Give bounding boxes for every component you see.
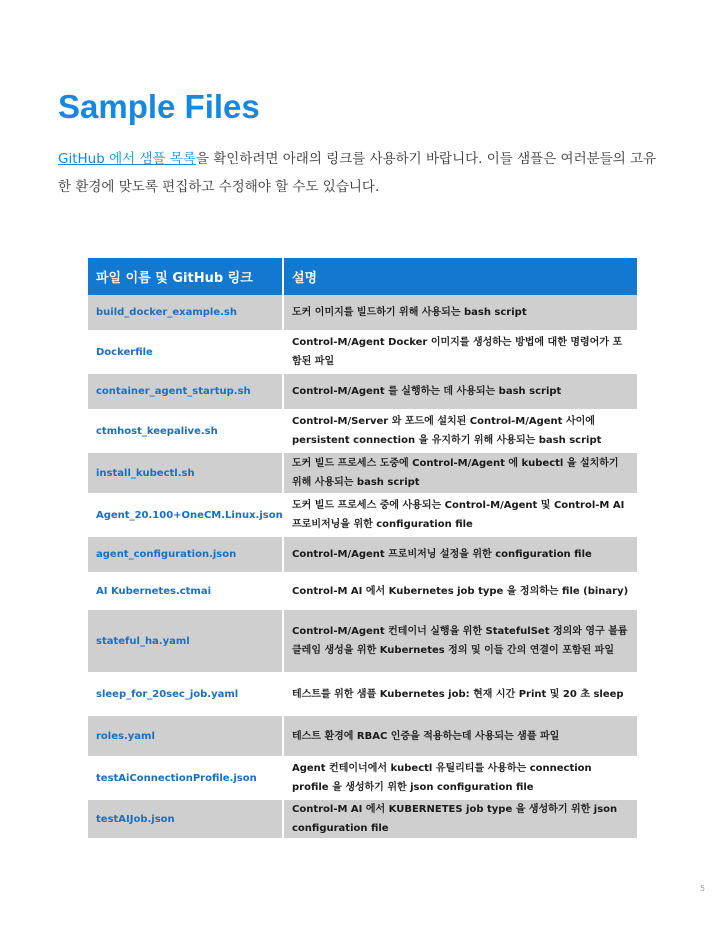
file-link[interactable]: Dockerfile <box>88 332 284 374</box>
file-description: 도커 빌드 프로세스 도중에 Control-M/Agent 에 kubectl 을 설치하기 위해 사용되는 bash script <box>284 453 637 495</box>
file-description: Control-M/Agent Docker 이미지를 생성하는 방법에 대한 명령어가 포함된 파일 <box>284 332 637 374</box>
file-description: Control-M AI 에서 KUBERNETES job type 을 생성하기 위한 json configuration file <box>284 800 637 840</box>
sample-files-table <box>88 258 637 840</box>
file-description: 도커 이미지를 빌드하기 위해 사용되는 bash script <box>284 295 637 332</box>
table-row <box>88 610 637 674</box>
file-link[interactable]: stateful_ha.yaml <box>88 610 284 674</box>
file-link[interactable]: agent_configuration.json <box>88 537 284 574</box>
table-row <box>88 800 637 840</box>
github-samples-link[interactable]: GitHub 에서 샘플 목록 <box>58 151 196 167</box>
file-link[interactable]: AI Kubernetes.ctmai <box>88 574 284 610</box>
table-row <box>88 574 637 610</box>
file-link[interactable]: Agent_20.100+OneCM.Linux.json <box>88 495 284 537</box>
file-description: 도커 빌드 프로세스 중에 사용되는 Control-M/Agent 및 Control-M AI 프로비저닝을 위한 configuration file <box>284 495 637 537</box>
file-link[interactable]: container_agent_startup.sh <box>88 374 284 411</box>
table-row <box>88 411 637 453</box>
table-row <box>88 332 637 374</box>
file-description: Control-M/Server 와 포드에 설치된 Control-M/Agent 사이에 persistent connection 을 유지하기 위해 사용되는 bash script <box>284 411 637 453</box>
table-row <box>88 295 637 332</box>
page-number: 5 <box>700 884 706 893</box>
table-row <box>88 453 637 495</box>
file-description: Control-M/Agent 컨테이너 실행을 위한 StatefulSet 정의와 영구 볼륨 클레임 생성을 위한 Kubernetes 정의 및 이들 간의 연결이 포함된 파일 <box>284 610 637 674</box>
file-link[interactable]: sleep_for_20sec_job.yaml <box>88 674 284 716</box>
table-row <box>88 374 637 411</box>
header-description: 설명 <box>284 258 637 295</box>
file-link[interactable]: roles.yaml <box>88 716 284 758</box>
file-description: Agent 컨테이너에서 kubectl 유틸리티를 사용하는 connection profile 을 생성하기 위한 json configuration file <box>284 758 637 800</box>
file-link[interactable]: build_docker_example.sh <box>88 295 284 332</box>
file-description: Control-M/Agent 프로비저닝 설정을 위한 configuration file <box>284 537 637 574</box>
page-title: Sample Files <box>58 88 260 125</box>
file-description: 테스트 환경에 RBAC 인증을 적용하는데 사용되는 샘플 파일 <box>284 716 637 758</box>
file-description: 테스트를 위한 샘플 Kubernetes job: 현재 시간 Print 및 20 초 sleep <box>284 674 637 716</box>
table-row <box>88 758 637 800</box>
intro-text: 을 확인하려면 아래의 링크를 사용하기 바랍니다. 이들 샘플은 여러분들의 고유한 환경에 맞도록 편집하고 수정해야 할 수도 있습니다. <box>58 151 657 195</box>
table-row <box>88 537 637 574</box>
file-link[interactable]: install_kubectl.sh <box>88 453 284 495</box>
table-row <box>88 716 637 758</box>
file-description: Control-M AI 에서 Kubernetes job type 을 정의하는 file (binary) <box>284 574 637 610</box>
file-link[interactable]: ctmhost_keepalive.sh <box>88 411 284 453</box>
table-header-row <box>88 258 637 295</box>
file-description: Control-M/Agent 를 실행하는 데 사용되는 bash script <box>284 374 637 411</box>
file-link[interactable]: testAIJob.json <box>88 800 284 840</box>
file-link[interactable]: testAiConnectionProfile.json <box>88 758 284 800</box>
header-file-name: 파일 이름 및 GitHub 링크 <box>88 258 284 295</box>
table-row <box>88 495 637 537</box>
intro-paragraph <box>58 145 658 201</box>
table-row <box>88 674 637 716</box>
